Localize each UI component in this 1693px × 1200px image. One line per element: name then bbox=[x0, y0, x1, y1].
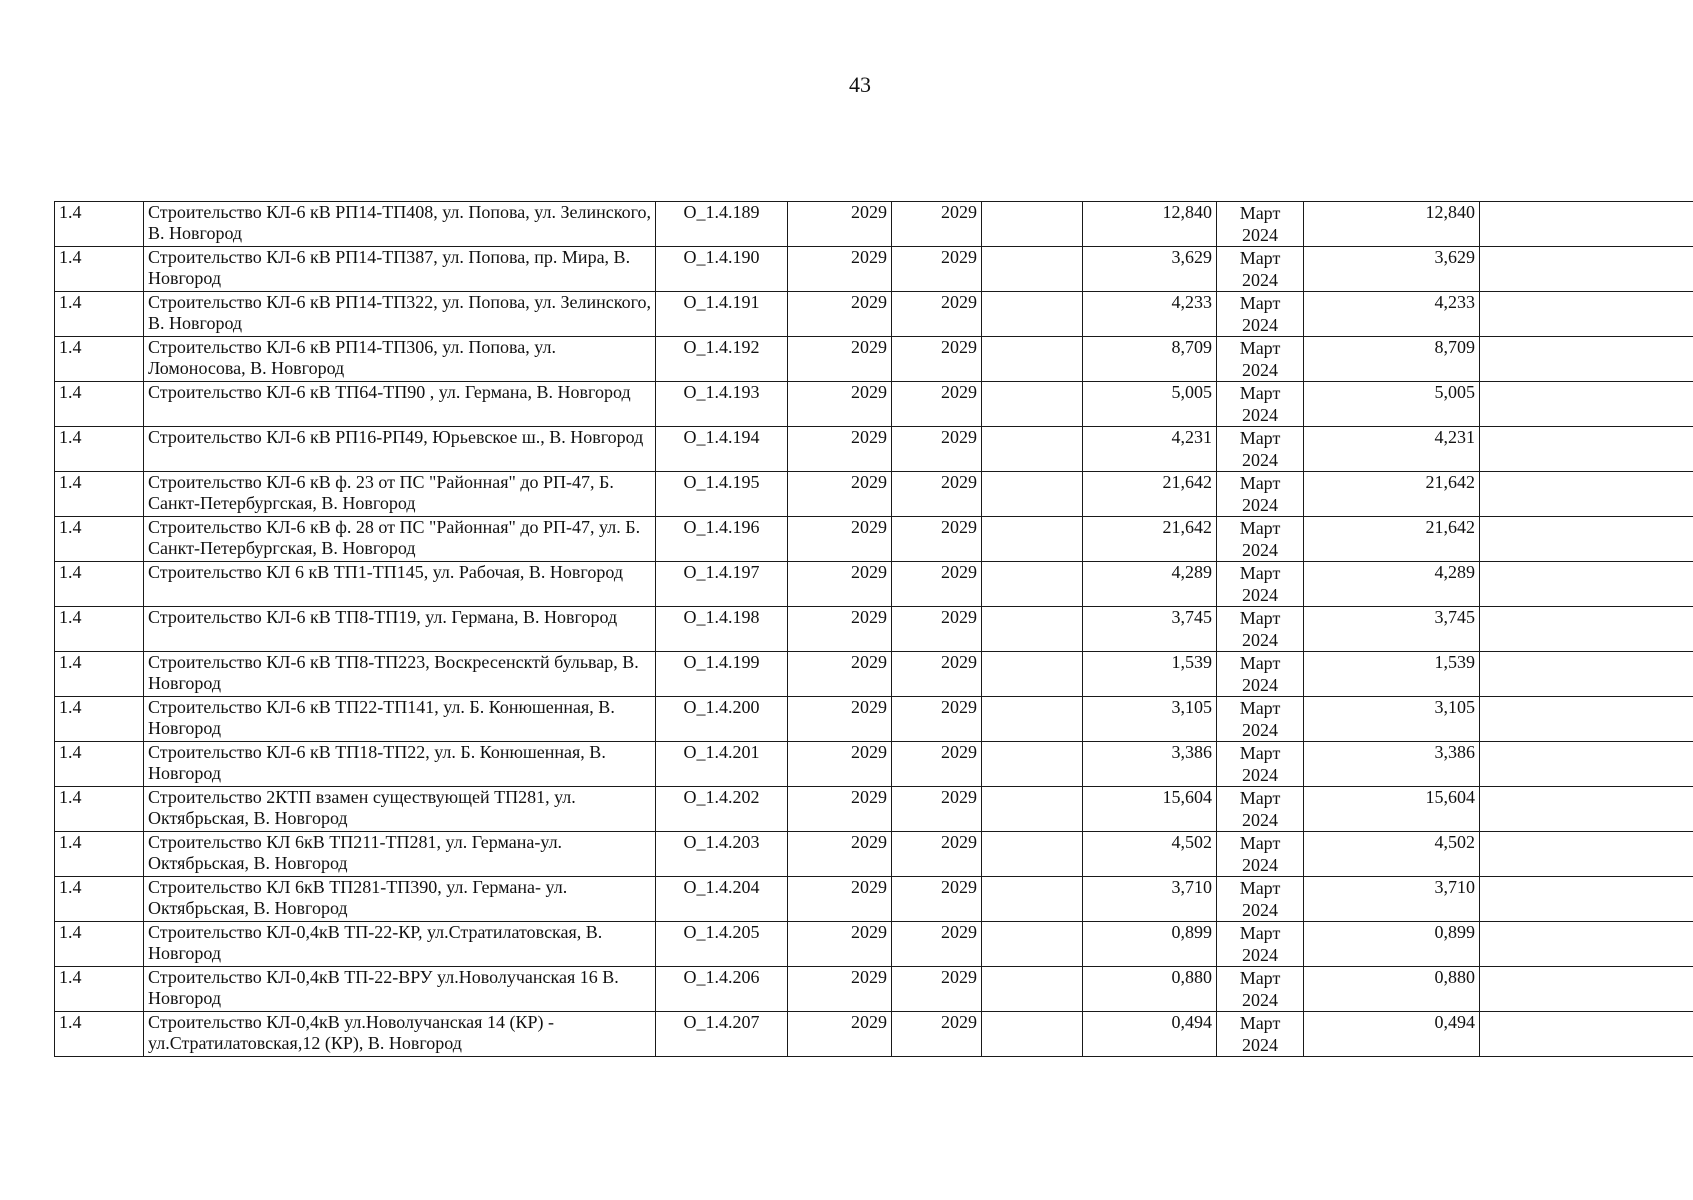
end-year-cell: 2029 bbox=[892, 247, 982, 292]
project-code-cell: О_1.4.192 bbox=[656, 337, 788, 382]
project-code-cell: О_1.4.196 bbox=[656, 517, 788, 562]
project-code-cell: О_1.4.190 bbox=[656, 247, 788, 292]
empty-cell bbox=[1480, 1012, 1693, 1057]
empty-cell bbox=[982, 922, 1083, 967]
month-label: Март bbox=[1239, 383, 1281, 403]
end-year-cell: 2029 bbox=[892, 382, 982, 427]
month-cell bbox=[1217, 337, 1304, 382]
empty-cell bbox=[982, 877, 1083, 922]
month-year-label: 2024 bbox=[1242, 945, 1278, 965]
start-year-cell: 2029 bbox=[788, 697, 892, 742]
start-year-cell: 2029 bbox=[788, 337, 892, 382]
value2-cell: 1,539 bbox=[1304, 652, 1480, 697]
month-cell bbox=[1217, 1012, 1304, 1057]
end-year-cell: 2029 bbox=[892, 922, 982, 967]
project-code-cell: О_1.4.206 bbox=[656, 967, 788, 1012]
section-cell: 1.4 bbox=[55, 202, 144, 247]
month-cell bbox=[1217, 697, 1304, 742]
table-row bbox=[55, 652, 1693, 697]
value2-cell: 12,840 bbox=[1304, 202, 1480, 247]
month-cell bbox=[1217, 967, 1304, 1012]
empty-cell bbox=[1480, 697, 1693, 742]
value-cell: 4,231 bbox=[1083, 427, 1217, 472]
project-code-cell: О_1.4.194 bbox=[656, 427, 788, 472]
month-year-label: 2024 bbox=[1242, 810, 1278, 830]
value2-cell: 21,642 bbox=[1304, 517, 1480, 562]
value-cell: 3,629 bbox=[1083, 247, 1217, 292]
end-year-cell: 2029 bbox=[892, 967, 982, 1012]
project-name-cell: Строительство КЛ-6 кВ ТП8-ТП223, Воскресенсктй бульвар, В. Новгород bbox=[144, 652, 656, 697]
section-cell: 1.4 bbox=[55, 517, 144, 562]
end-year-cell: 2029 bbox=[892, 1012, 982, 1057]
project-code-cell: О_1.4.191 bbox=[656, 292, 788, 337]
section-cell: 1.4 bbox=[55, 1012, 144, 1057]
project-name-cell: Строительство КЛ-6 кВ ф. 23 от ПС "Районная" до РП-47, Б. Санкт-Петербургская, В. Новгород bbox=[144, 472, 656, 517]
value2-cell: 21,642 bbox=[1304, 472, 1480, 517]
value2-cell: 0,494 bbox=[1304, 1012, 1480, 1057]
month-label: Март bbox=[1239, 608, 1281, 628]
end-year-cell: 2029 bbox=[892, 877, 982, 922]
start-year-cell: 2029 bbox=[788, 382, 892, 427]
table-row bbox=[55, 517, 1693, 562]
empty-cell bbox=[1480, 742, 1693, 787]
month-cell bbox=[1217, 607, 1304, 652]
month-label: Март bbox=[1239, 248, 1281, 268]
start-year-cell: 2029 bbox=[788, 607, 892, 652]
value-cell: 21,642 bbox=[1083, 517, 1217, 562]
month-label: Март bbox=[1239, 923, 1281, 943]
section-cell: 1.4 bbox=[55, 472, 144, 517]
value2-cell: 3,710 bbox=[1304, 877, 1480, 922]
month-year-label: 2024 bbox=[1242, 540, 1278, 560]
value2-cell: 4,233 bbox=[1304, 292, 1480, 337]
project-code-cell: О_1.4.200 bbox=[656, 697, 788, 742]
start-year-cell: 2029 bbox=[788, 562, 892, 607]
table-row bbox=[55, 562, 1693, 607]
empty-cell bbox=[1480, 517, 1693, 562]
section-cell: 1.4 bbox=[55, 967, 144, 1012]
table-row bbox=[55, 967, 1693, 1012]
end-year-cell: 2029 bbox=[892, 517, 982, 562]
month-label: Март bbox=[1239, 788, 1281, 808]
month-year-label: 2024 bbox=[1242, 675, 1278, 695]
end-year-cell: 2029 bbox=[892, 202, 982, 247]
value2-cell: 5,005 bbox=[1304, 382, 1480, 427]
start-year-cell: 2029 bbox=[788, 922, 892, 967]
month-year-label: 2024 bbox=[1242, 450, 1278, 470]
month-label: Март bbox=[1239, 743, 1281, 763]
section-cell: 1.4 bbox=[55, 292, 144, 337]
project-name-cell: Строительство КЛ-6 кВ ф. 28 от ПС "Районная" до РП-47, ул. Б. Санкт-Петербургская, В. Новгород bbox=[144, 517, 656, 562]
table-row bbox=[55, 472, 1693, 517]
project-name-cell: Строительство КЛ-0,4кВ ул.Новолучанская 14 (КР) - ул.Стратилатовская,12 (КР), В. Новгород bbox=[144, 1012, 656, 1057]
project-code-cell: О_1.4.197 bbox=[656, 562, 788, 607]
start-year-cell: 2029 bbox=[788, 742, 892, 787]
empty-cell bbox=[1480, 967, 1693, 1012]
project-code-cell: О_1.4.205 bbox=[656, 922, 788, 967]
section-cell: 1.4 bbox=[55, 607, 144, 652]
empty-cell bbox=[982, 292, 1083, 337]
section-cell: 1.4 bbox=[55, 877, 144, 922]
project-code-cell: О_1.4.195 bbox=[656, 472, 788, 517]
value2-cell: 8,709 bbox=[1304, 337, 1480, 382]
month-cell bbox=[1217, 922, 1304, 967]
value2-cell: 15,604 bbox=[1304, 787, 1480, 832]
table-row bbox=[55, 382, 1693, 427]
project-name-cell: Строительство КЛ-6 кВ РП14-ТП322, ул. Попова, ул. Зелинского, В. Новгород bbox=[144, 292, 656, 337]
month-cell bbox=[1217, 877, 1304, 922]
table-row bbox=[55, 877, 1693, 922]
empty-cell bbox=[982, 382, 1083, 427]
month-cell bbox=[1217, 247, 1304, 292]
empty-cell bbox=[982, 202, 1083, 247]
value2-cell: 3,629 bbox=[1304, 247, 1480, 292]
section-cell: 1.4 bbox=[55, 787, 144, 832]
project-code-cell: О_1.4.204 bbox=[656, 877, 788, 922]
month-cell bbox=[1217, 832, 1304, 877]
project-code-cell: О_1.4.189 bbox=[656, 202, 788, 247]
project-name-cell: Строительство КЛ-6 кВ ТП18-ТП22, ул. Б. Конюшенная, В. Новгород bbox=[144, 742, 656, 787]
month-year-label: 2024 bbox=[1242, 720, 1278, 740]
month-year-label: 2024 bbox=[1242, 1035, 1278, 1055]
empty-cell bbox=[1480, 382, 1693, 427]
month-label: Март bbox=[1239, 203, 1281, 223]
month-label: Март bbox=[1239, 428, 1281, 448]
table-row bbox=[55, 742, 1693, 787]
start-year-cell: 2029 bbox=[788, 832, 892, 877]
value-cell: 12,840 bbox=[1083, 202, 1217, 247]
empty-cell bbox=[1480, 832, 1693, 877]
value-cell: 3,105 bbox=[1083, 697, 1217, 742]
section-cell: 1.4 bbox=[55, 562, 144, 607]
empty-cell bbox=[1480, 787, 1693, 832]
project-name-cell: Строительство КЛ-6 кВ РП14-ТП306, ул. Попова, ул. Ломоносова, В. Новгород bbox=[144, 337, 656, 382]
start-year-cell: 2029 bbox=[788, 427, 892, 472]
end-year-cell: 2029 bbox=[892, 832, 982, 877]
end-year-cell: 2029 bbox=[892, 292, 982, 337]
end-year-cell: 2029 bbox=[892, 607, 982, 652]
empty-cell bbox=[1480, 247, 1693, 292]
table-row bbox=[55, 607, 1693, 652]
project-code-cell: О_1.4.203 bbox=[656, 832, 788, 877]
value2-cell: 3,745 bbox=[1304, 607, 1480, 652]
project-name-cell: Строительство КЛ-6 кВ РП14-ТП387, ул. Попова, пр. Мира, В. Новгород bbox=[144, 247, 656, 292]
month-year-label: 2024 bbox=[1242, 405, 1278, 425]
empty-cell bbox=[1480, 922, 1693, 967]
start-year-cell: 2029 bbox=[788, 202, 892, 247]
empty-cell bbox=[1480, 337, 1693, 382]
start-year-cell: 2029 bbox=[788, 517, 892, 562]
project-code-cell: О_1.4.207 bbox=[656, 1012, 788, 1057]
month-label: Март bbox=[1239, 1013, 1281, 1033]
value-cell: 1,539 bbox=[1083, 652, 1217, 697]
value-cell: 21,642 bbox=[1083, 472, 1217, 517]
month-year-label: 2024 bbox=[1242, 855, 1278, 875]
empty-cell bbox=[982, 742, 1083, 787]
value-cell: 3,710 bbox=[1083, 877, 1217, 922]
value2-cell: 0,880 bbox=[1304, 967, 1480, 1012]
section-cell: 1.4 bbox=[55, 697, 144, 742]
month-year-label: 2024 bbox=[1242, 630, 1278, 650]
month-label: Март bbox=[1239, 833, 1281, 853]
table-row bbox=[55, 787, 1693, 832]
value-cell: 8,709 bbox=[1083, 337, 1217, 382]
value-cell: 0,494 bbox=[1083, 1012, 1217, 1057]
value2-cell: 0,899 bbox=[1304, 922, 1480, 967]
table-row bbox=[55, 292, 1693, 337]
section-cell: 1.4 bbox=[55, 742, 144, 787]
start-year-cell: 2029 bbox=[788, 652, 892, 697]
empty-cell bbox=[1480, 427, 1693, 472]
project-code-cell: О_1.4.201 bbox=[656, 742, 788, 787]
empty-cell bbox=[982, 697, 1083, 742]
start-year-cell: 2029 bbox=[788, 877, 892, 922]
project-code-cell: О_1.4.198 bbox=[656, 607, 788, 652]
end-year-cell: 2029 bbox=[892, 697, 982, 742]
empty-cell bbox=[982, 832, 1083, 877]
value-cell: 4,502 bbox=[1083, 832, 1217, 877]
value2-cell: 4,231 bbox=[1304, 427, 1480, 472]
project-code-cell: О_1.4.199 bbox=[656, 652, 788, 697]
empty-cell bbox=[1480, 472, 1693, 517]
empty-cell bbox=[982, 337, 1083, 382]
value2-cell: 4,289 bbox=[1304, 562, 1480, 607]
month-year-label: 2024 bbox=[1242, 990, 1278, 1010]
value-cell: 4,289 bbox=[1083, 562, 1217, 607]
month-label: Март bbox=[1239, 968, 1281, 988]
value-cell: 0,880 bbox=[1083, 967, 1217, 1012]
month-label: Март bbox=[1239, 293, 1281, 313]
value-cell: 15,604 bbox=[1083, 787, 1217, 832]
page-number: 43 bbox=[849, 72, 871, 97]
month-year-label: 2024 bbox=[1242, 360, 1278, 380]
project-name-cell: Строительство КЛ-6 кВ РП16-РП49, Юрьевское ш., В. Новгород bbox=[144, 427, 656, 472]
end-year-cell: 2029 bbox=[892, 652, 982, 697]
month-cell bbox=[1217, 652, 1304, 697]
month-label: Март bbox=[1239, 473, 1281, 493]
empty-cell bbox=[1480, 652, 1693, 697]
month-label: Март bbox=[1239, 338, 1281, 358]
empty-cell bbox=[982, 562, 1083, 607]
end-year-cell: 2029 bbox=[892, 787, 982, 832]
table-body bbox=[55, 202, 1693, 1057]
month-label: Март bbox=[1239, 878, 1281, 898]
month-cell bbox=[1217, 382, 1304, 427]
value-cell: 3,386 bbox=[1083, 742, 1217, 787]
project-name-cell: Строительство КЛ-6 кВ ТП8-ТП19, ул. Германа, В. Новгород bbox=[144, 607, 656, 652]
start-year-cell: 2029 bbox=[788, 787, 892, 832]
value-cell: 0,899 bbox=[1083, 922, 1217, 967]
month-year-label: 2024 bbox=[1242, 225, 1278, 245]
table-row bbox=[55, 1012, 1693, 1057]
value-cell: 3,745 bbox=[1083, 607, 1217, 652]
month-year-label: 2024 bbox=[1242, 900, 1278, 920]
start-year-cell: 2029 bbox=[788, 292, 892, 337]
section-cell: 1.4 bbox=[55, 247, 144, 292]
month-cell bbox=[1217, 787, 1304, 832]
project-name-cell: Строительство КЛ-0,4кВ ТП-22-ВРУ ул.Новолучанская 16 В. Новгород bbox=[144, 967, 656, 1012]
empty-cell bbox=[982, 607, 1083, 652]
empty-cell bbox=[982, 787, 1083, 832]
empty-cell bbox=[982, 652, 1083, 697]
end-year-cell: 2029 bbox=[892, 427, 982, 472]
project-name-cell: Строительство КЛ 6кВ ТП211-ТП281, ул. Германа-ул. Октябрьская, В. Новгород bbox=[144, 832, 656, 877]
start-year-cell: 2029 bbox=[788, 247, 892, 292]
table-row bbox=[55, 202, 1693, 247]
empty-cell bbox=[1480, 202, 1693, 247]
section-cell: 1.4 bbox=[55, 337, 144, 382]
month-year-label: 2024 bbox=[1242, 315, 1278, 335]
section-cell: 1.4 bbox=[55, 652, 144, 697]
section-cell: 1.4 bbox=[55, 922, 144, 967]
month-cell bbox=[1217, 292, 1304, 337]
empty-cell bbox=[982, 427, 1083, 472]
start-year-cell: 2029 bbox=[788, 472, 892, 517]
month-year-label: 2024 bbox=[1242, 585, 1278, 605]
start-year-cell: 2029 bbox=[788, 1012, 892, 1057]
project-name-cell: Строительство КЛ-6 кВ РП14-ТП408, ул. Попова, ул. Зелинского, В. Новгород bbox=[144, 202, 656, 247]
month-label: Март bbox=[1239, 518, 1281, 538]
project-name-cell: Строительство 2КТП взамен существующей ТП281, ул. Октябрьская, В. Новгород bbox=[144, 787, 656, 832]
month-cell bbox=[1217, 742, 1304, 787]
empty-cell bbox=[982, 247, 1083, 292]
empty-cell bbox=[982, 967, 1083, 1012]
month-label: Март bbox=[1239, 563, 1281, 583]
month-label: Март bbox=[1239, 698, 1281, 718]
empty-cell bbox=[1480, 562, 1693, 607]
empty-cell bbox=[1480, 607, 1693, 652]
table-row bbox=[55, 337, 1693, 382]
table-row bbox=[55, 922, 1693, 967]
month-cell bbox=[1217, 202, 1304, 247]
start-year-cell: 2029 bbox=[788, 967, 892, 1012]
empty-cell bbox=[1480, 877, 1693, 922]
end-year-cell: 2029 bbox=[892, 562, 982, 607]
section-cell: 1.4 bbox=[55, 832, 144, 877]
empty-cell bbox=[982, 517, 1083, 562]
end-year-cell: 2029 bbox=[892, 472, 982, 517]
table-row bbox=[55, 247, 1693, 292]
empty-cell bbox=[982, 472, 1083, 517]
month-year-label: 2024 bbox=[1242, 270, 1278, 290]
table-row bbox=[55, 832, 1693, 877]
table-row bbox=[55, 697, 1693, 742]
value2-cell: 3,386 bbox=[1304, 742, 1480, 787]
investment-table bbox=[54, 201, 1693, 1057]
empty-cell bbox=[1480, 292, 1693, 337]
project-code-cell: О_1.4.202 bbox=[656, 787, 788, 832]
project-name-cell: Строительство КЛ-6 кВ ТП22-ТП141, ул. Б. Конюшенная, В. Новгород bbox=[144, 697, 656, 742]
table-row bbox=[55, 427, 1693, 472]
empty-cell bbox=[982, 1012, 1083, 1057]
project-name-cell: Строительство КЛ-0,4кВ ТП-22-КР, ул.Стратилатовская, В. Новгород bbox=[144, 922, 656, 967]
month-label: Март bbox=[1239, 653, 1281, 673]
end-year-cell: 2029 bbox=[892, 742, 982, 787]
month-year-label: 2024 bbox=[1242, 765, 1278, 785]
month-year-label: 2024 bbox=[1242, 495, 1278, 515]
value-cell: 4,233 bbox=[1083, 292, 1217, 337]
project-name-cell: Строительство КЛ-6 кВ ТП64-ТП90 , ул. Германа, В. Новгород bbox=[144, 382, 656, 427]
value2-cell: 3,105 bbox=[1304, 697, 1480, 742]
month-cell bbox=[1217, 472, 1304, 517]
value-cell: 5,005 bbox=[1083, 382, 1217, 427]
end-year-cell: 2029 bbox=[892, 337, 982, 382]
project-name-cell: Строительство КЛ 6 кВ ТП1-ТП145, ул. Рабочая, В. Новгород bbox=[144, 562, 656, 607]
month-cell bbox=[1217, 517, 1304, 562]
project-name-cell: Строительство КЛ 6кВ ТП281-ТП390, ул. Германа- ул. Октябрьская, В. Новгород bbox=[144, 877, 656, 922]
section-cell: 1.4 bbox=[55, 382, 144, 427]
section-cell: 1.4 bbox=[55, 427, 144, 472]
project-code-cell: О_1.4.193 bbox=[656, 382, 788, 427]
month-cell bbox=[1217, 562, 1304, 607]
value2-cell: 4,502 bbox=[1304, 832, 1480, 877]
month-cell bbox=[1217, 427, 1304, 472]
